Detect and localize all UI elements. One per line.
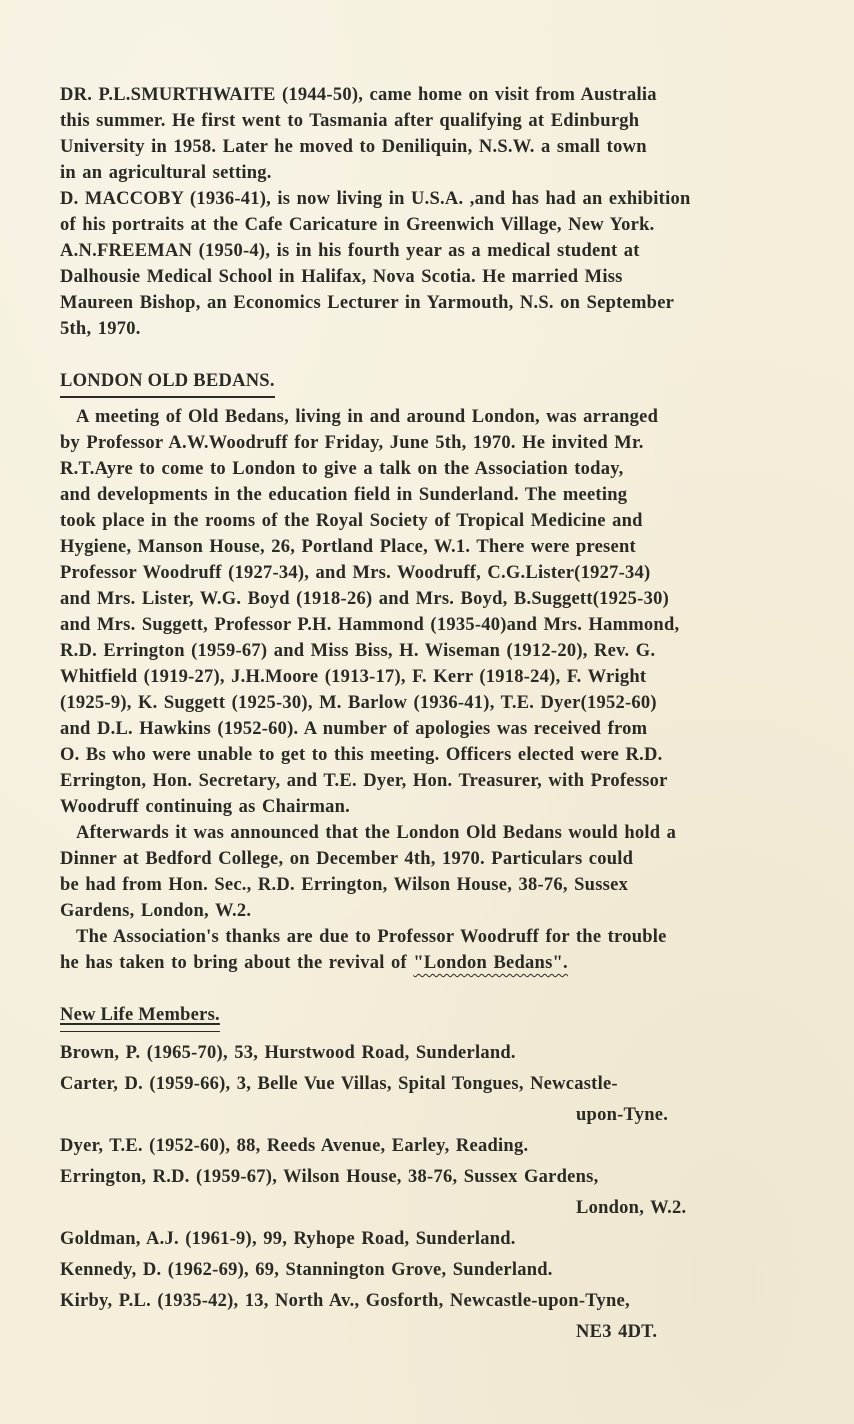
- member-entry: Kennedy, D. (1962-69), 69, Stannington Grove, Sunderland.: [60, 1260, 553, 1280]
- text-line: Maureen Bishop, an Economics Lecturer in Yarmouth, N.S. on September: [60, 293, 675, 313]
- text-line: University in 1958. Later he moved to Deniliquin, N.S.W. a small town: [60, 137, 647, 157]
- text-line: this summer. He first went to Tasmania after qualifying at Edinburgh: [60, 111, 640, 131]
- meeting-paragraph: [60, 404, 798, 820]
- news-notes-section: [60, 82, 798, 342]
- text-line: Woodruff continuing as Chairman.: [60, 797, 351, 817]
- member-entry: Kirby, P.L. (1935-42), 13, North Av., Gosforth, Newcastle-upon-Tyne,: [60, 1291, 630, 1311]
- text-line: Professor Woodruff (1927-34), and Mrs. Woodruff, C.G.Lister(1927-34): [60, 563, 651, 583]
- section-heading-london-old-bedans: [60, 368, 798, 398]
- text-line: Errington, Hon. Secretary, and T.E. Dyer, Hon. Treasurer, with Professor: [60, 771, 668, 791]
- member-entry-continuation: London, W.2.: [576, 1198, 687, 1218]
- text-line: Hygiene, Manson House, 26, Portland Place, W.1. There were present: [60, 537, 636, 557]
- member-entry-continuation: upon-Tyne.: [576, 1105, 669, 1125]
- text-line: R.T.Ayre to come to London to give a talk on the Association today,: [60, 459, 624, 479]
- new-life-members-section: [60, 1002, 798, 1348]
- text-line: Dalhousie Medical School in Halifax, Nova Scotia. He married Miss: [60, 267, 623, 287]
- text-line: A.N.FREEMAN (1950-4), is in his fourth year as a medical student at: [60, 241, 640, 261]
- text-line: O. Bs who were unable to get to this meeting. Officers elected were R.D.: [60, 745, 663, 765]
- text-line: DR. P.L.SMURTHWAITE (1944-50), came home on visit from Australia: [60, 85, 657, 105]
- thanks-paragraph: [60, 924, 798, 976]
- text-line: 5th, 1970.: [60, 319, 141, 339]
- text-line: R.D. Errington (1959-67) and Miss Biss, H. Wiseman (1912-20), Rev. G.: [60, 641, 656, 661]
- text-line: The Association's thanks are due to Professor Woodruff for the trouble: [76, 927, 667, 947]
- text-line: Gardens, London, W.2.: [60, 901, 252, 921]
- text-line: by Professor A.W.Woodruff for Friday, June 5th, 1970. He invited Mr.: [60, 433, 644, 453]
- text-line: in an agricultural setting.: [60, 163, 272, 183]
- text-line: and D.L. Hawkins (1952-60). A number of apologies was received from: [60, 719, 648, 739]
- text-line: and developments in the education field in Sunderland. The meeting: [60, 485, 628, 505]
- member-entry: Errington, R.D. (1959-67), Wilson House, 38-76, Sussex Gardens,: [60, 1167, 599, 1187]
- text-line: be had from Hon. Sec., R.D. Errington, Wilson House, 38-76, Sussex: [60, 875, 629, 895]
- text-line: A meeting of Old Bedans, living in and around London, was arranged: [76, 407, 659, 427]
- member-entry: Goldman, A.J. (1961-9), 99, Ryhope Road, Sunderland.: [60, 1229, 516, 1249]
- section-heading-new-life-members: [60, 1002, 798, 1032]
- thanks-line-prefix: he has taken to bring about the revival of: [60, 953, 414, 973]
- text-line: [60, 950, 798, 976]
- member-entry: Dyer, T.E. (1952-60), 88, Reeds Avenue, Earley, Reading.: [60, 1136, 529, 1156]
- text-line: of his portraits at the Cafe Caricature in Greenwich Village, New York.: [60, 215, 655, 235]
- dinner-paragraph: [60, 820, 798, 924]
- member-entry: Carter, D. (1959-66), 3, Belle Vue Villas, Spital Tongues, Newcastle-: [60, 1074, 618, 1094]
- member-entry-continuation: NE3 4DT.: [576, 1322, 658, 1342]
- text-line: and Mrs. Suggett, Professor P.H. Hammond (1935-40)and Mrs. Hammond,: [60, 615, 680, 635]
- wavy-underlined-text: "London Bedans".: [413, 953, 568, 973]
- london-old-bedans-section: [60, 368, 798, 976]
- text-line: Afterwards it was announced that the London Old Bedans would hold a: [76, 823, 677, 843]
- member-entry: Brown, P. (1965-70), 53, Hurstwood Road, Sunderland.: [60, 1043, 516, 1063]
- text-line: Dinner at Bedford College, on December 4th, 1970. Particulars could: [60, 849, 634, 869]
- heading-underlined-text: LONDON OLD BEDANS.: [60, 368, 275, 398]
- text-line: (1925-9), K. Suggett (1925-30), M. Barlow (1936-41), T.E. Dyer(1952-60): [60, 693, 657, 713]
- text-line: D. MACCOBY (1936-41), is now living in U.S.A. ,and has had an exhibition: [60, 189, 691, 209]
- text-line: and Mrs. Lister, W.G. Boyd (1918-26) and Mrs. Boyd, B.Suggett(1925-30): [60, 589, 669, 609]
- heading-underlined-text: New Life Members.: [60, 1002, 220, 1032]
- text-line: took place in the rooms of the Royal Society of Tropical Medicine and: [60, 511, 643, 531]
- text-line: Whitfield (1919-27), J.H.Moore (1913-17), F. Kerr (1918-24), F. Wright: [60, 667, 647, 687]
